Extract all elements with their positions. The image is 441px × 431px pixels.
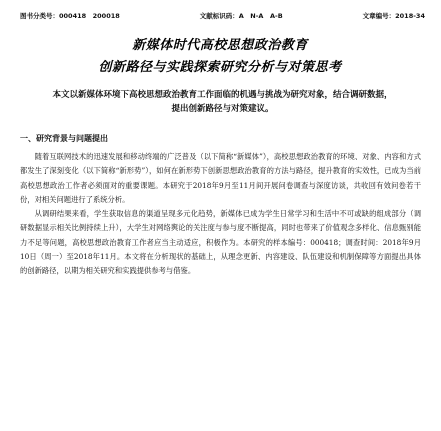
category-number: 图书分类号：000418 200018	[20, 11, 120, 20]
abstract-line-2: 提出创新路径与对策建议。	[171, 104, 274, 114]
document-code: 文献标识码：A N-A A-B	[199, 11, 283, 20]
abstract-line-1: 本文以新媒体环境下高校思想政治教育工作面临的机遇与挑战为研究对象，结合调研数据，	[52, 90, 393, 100]
body-paragraph-2: 从调研结果来看，学生获取信息的渠道呈现多元化趋势，新媒体已成为学生日常学习和生活中不可或缺的组成部分（调研数据显示相关比例持续上升），大学生对网络舆论的关注度与参与度不断提高，同时也带来了价值观念多样化、信息甄别能力不足等问题，高校思想政治教育工作者应当主动适应，积极作为。本研究的样本编号：000418；调查时间：2018年9月10日（周一）至2018年11月。本文将在分析现状的基础上，从理念更新、内容建设、队伍建设和机制保障等方面提出具体的创新路径，以期为相关研究和实践提供参考与借鉴。	[20, 209, 421, 276]
abstract	[20, 88, 425, 116]
section-heading: 一、研究背景与问题提出	[20, 134, 108, 143]
document-title-line-1: 新媒体时代高校思想政治教育	[132, 38, 308, 53]
body-text	[20, 150, 421, 279]
document-title-line-2: 创新路径与实践探索研究分析与对策思考	[98, 60, 342, 75]
body-paragraph-1: 随着互联网技术的迅速发展和移动终端的广泛普及（以下简称“新媒体”），高校思想政治教育的环境、对象、内容和方式都发生了深刻变化（以下简称“新形势”），如何在新形势下创新思想政治教育的方法与路径，提升教育的实效性，已成为当前高校思想政治工作者必须面对的重要课题。本研究于2018年9月至11月间开展问卷调查与深度访谈，共收回有效问卷若干份，对相关问题进行了系统分析。	[20, 152, 421, 204]
document-info-bar	[20, 8, 425, 22]
article-number: 文章编号：2018-34	[362, 11, 425, 20]
